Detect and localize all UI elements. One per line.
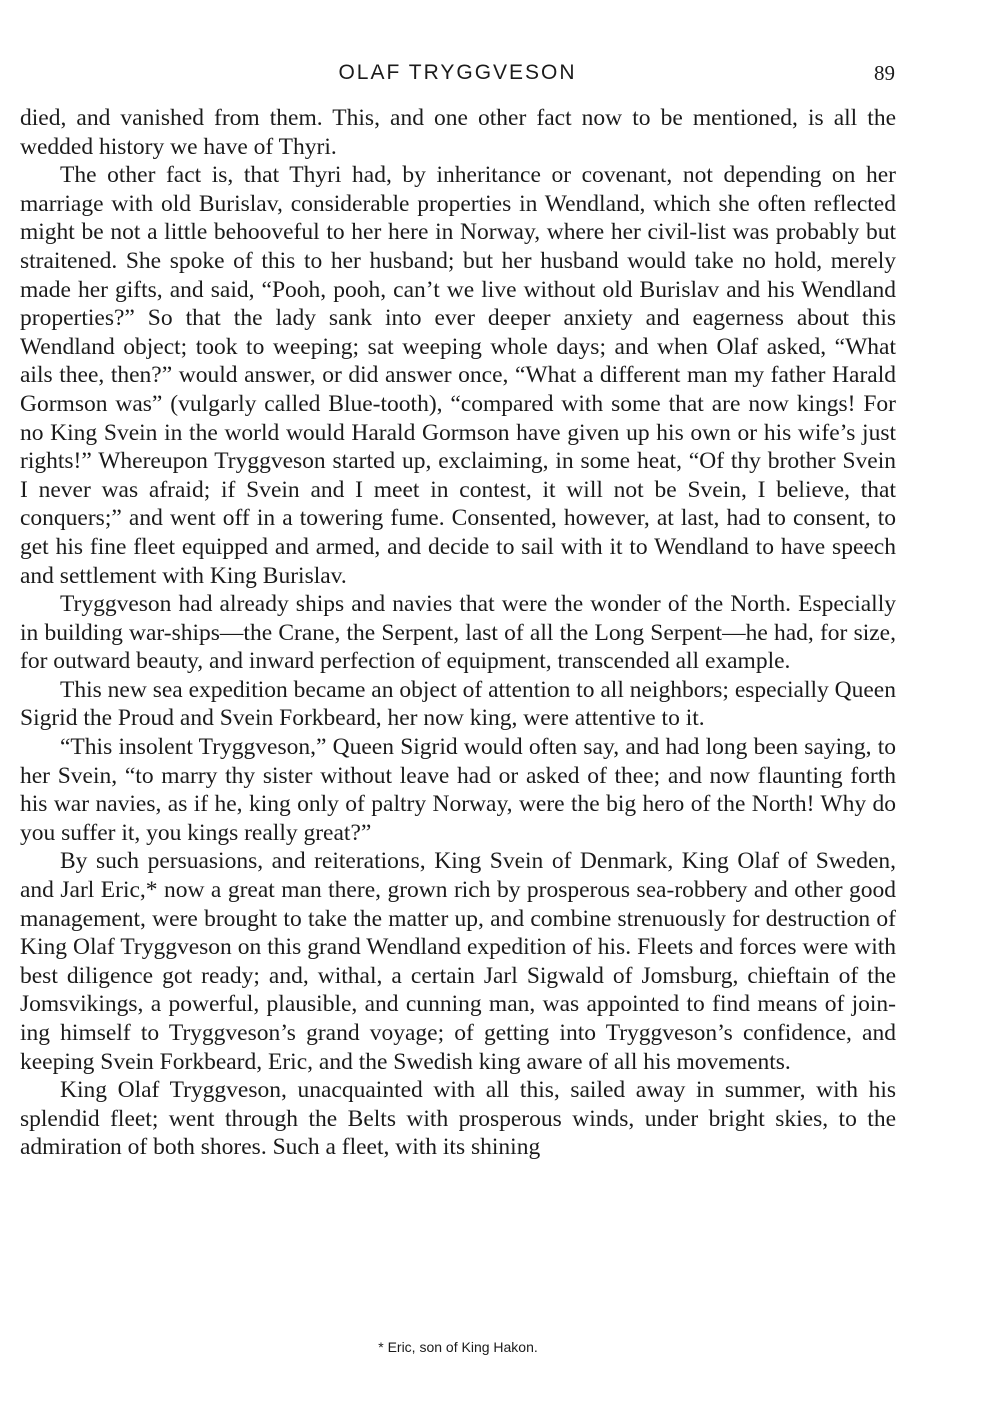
paragraph-3: Tryggveson had already ships and navies that were the wonder of the North. Especially in building war-ships—the Crane, the Serpent, last of all the Long Serpent—he had, for size, for outward beauty, and inward perfection of equipment, transcended all example.	[20, 591, 896, 675]
paragraph-5: “This insolent Tryggveson,” Queen Sigrid would often say, and had long been saying, to her Svein, “to marry thy sister without leave had or asked of thee; and now flaunting forth his war navies, as if he, king only of paltry Norway, were the big hero of the North! Why do you suffer it, you kings really great?”	[20, 734, 896, 846]
page-number: 89	[874, 61, 895, 85]
paragraph-2: The other fact is, that Thyri had, by inheritance or covenant, not depending on her marriage with old Burislav, considerable properties in Wendland, which she often reflected might be not a little behooveful to her here in Norway, where her civil-list was probably but straitened. She spoke of this to her husband; but her husband would take no hold, merely made her gifts, and said, “Pooh, pooh, can’t we live without old Burislav and his Wendland properties?” So that the lady sank into ever deeper anxiety and eagerness about this Wendland object; took to weeping; sat weeping whole days; and when Olaf asked, “What ails thee, then?” would answer, or did answer once, “What a different man my father Harald Gormson was” (vulgarly called Blue-tooth), “compared with some that are now kings! For no King Svein in the world would Harald Gormson have given up his own or his wife’s just rights!” Whereupon Tryggveson started up, exclaiming, in some heat, “Of thy brother Svein I never was afraid; if Svein and I meet in contest, it will not be Svein, I believe, that conquers;” and went off in a towering fume. Consented, however, at last, had to consent, to get his fine fleet equipped and armed, and decide to sail with it to Wendland to have speech and settlement with King Burislav.	[20, 162, 896, 589]
paragraph-4: This new sea expedition became an object of attention to all neighbors; especially Queen Sigrid the Proud and Svein Forkbeard, her now king, were attentive to it.	[20, 676, 896, 732]
paragraph-1: died, and vanished from them. This, and one other fact now to be mentioned, is all the wedded history we have of Thyri.	[20, 105, 896, 160]
paragraph-6: By such persuasions, and reiterations, King Svein of Denmark, King Olaf of Sweden, and Jarl Eric,* now a great man there, grown rich by prosperous sea-robbery and other good management, were brought to take the matter up, and combine strenuously for destruction of King Olaf Tryggveson on this grand Wendland expedition of his. Fleets and forces were with best diligence got ready; and, withal, a certain Jarl Sigwald of Jomsburg, chieftain of the Jomsvikings, a powerful, plausible, and cunning man, was appointed to find means of joining himself to Tryggveson’s grand voyage; of getting into Tryggveson’s confidence, and keeping Svein Forkbeard, Eric, and the Swedish king aware of all his movements.	[20, 848, 896, 1075]
body-text	[20, 104, 896, 1162]
running-title: OLAF TRYGGVESON	[338, 61, 577, 84]
running-head	[20, 58, 895, 88]
footnote: * Eric, son of King Hakon.	[378, 1339, 538, 1355]
paragraph-7: King Olaf Tryggveson, unacquainted with all this, sailed away in summer, with his splendid fleet; went through the Belts with prosperous winds, under bright skies, to the admiration of both shores. Such a fleet, with its shining	[20, 1077, 896, 1161]
